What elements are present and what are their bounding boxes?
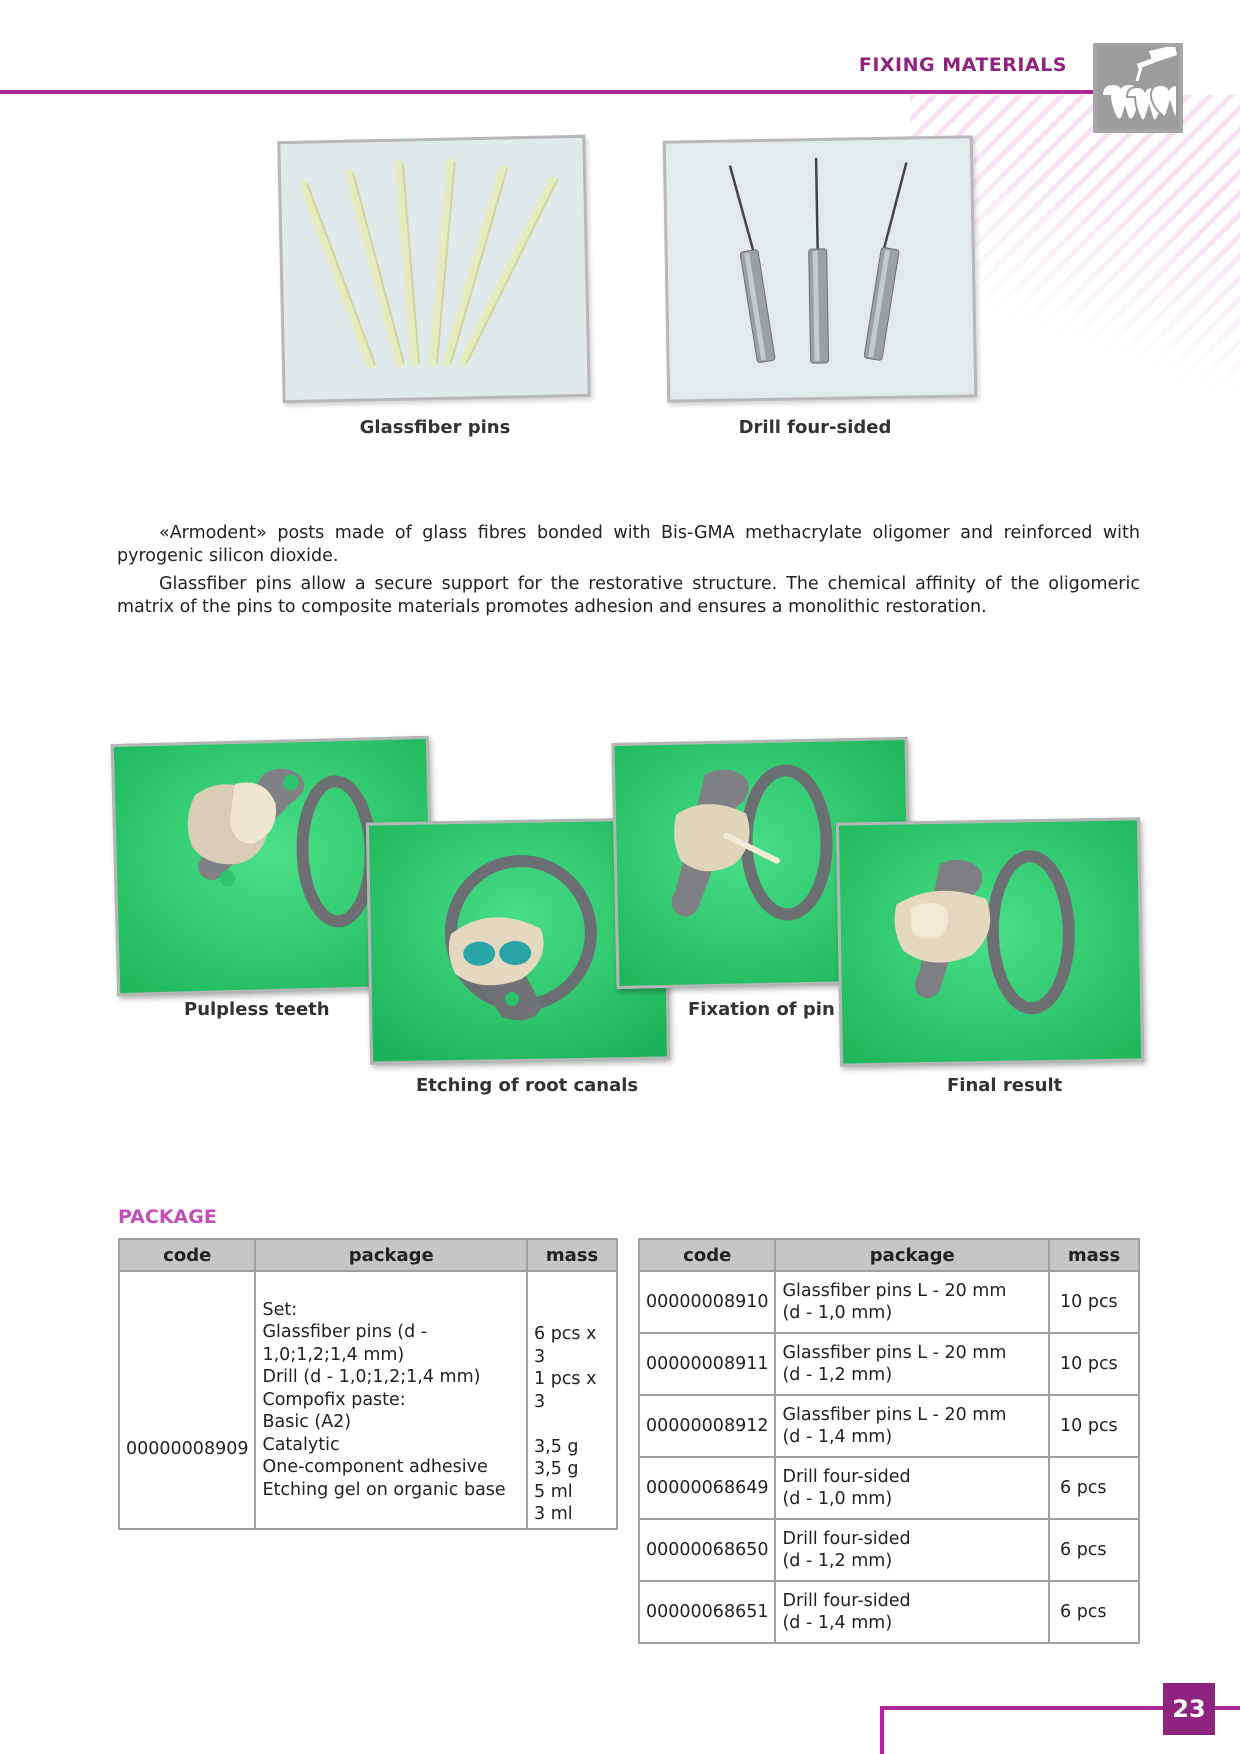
product-caption-drill-four-sided: Drill four-sided — [738, 417, 892, 438]
step-caption-fixation-of-pin: Fixation of pin — [688, 999, 835, 1020]
table-header-row — [119, 1239, 617, 1271]
item-code: 00000068650 — [639, 1519, 775, 1581]
column-header-package: package — [255, 1239, 527, 1271]
set-line: Compofix paste: — [262, 1389, 406, 1410]
teeth-syringe-icon — [1093, 43, 1183, 133]
item-code: 00000068651 — [639, 1581, 775, 1643]
item-code: 00000008911 — [639, 1333, 775, 1395]
set-mass: 5 ml — [534, 1481, 573, 1502]
set-line: Set: — [262, 1299, 298, 1320]
step-caption-pulpless-teeth: Pulpless teeth — [184, 999, 330, 1020]
table-row — [639, 1395, 1139, 1457]
set-mass: 6 pcs x 3 — [534, 1324, 597, 1367]
table-row — [639, 1457, 1139, 1519]
footer-rule-vertical — [880, 1706, 884, 1754]
description-paragraph-1: «Armodent» posts made of glass fibres bonded with Bis-GMA methacrylate oligomer and reinforced with pyrogenic silicon dioxide. — [117, 523, 1140, 566]
set-line: Catalytic — [262, 1434, 340, 1455]
item-code: 00000008910 — [639, 1271, 775, 1333]
item-package — [775, 1271, 1049, 1333]
product-caption-glassfiber-pins: Glassfiber pins — [359, 417, 511, 438]
item-name: Glassfiber pins L - 20 mm — [782, 1404, 1007, 1425]
glassfiber-pins-photo — [277, 135, 590, 403]
item-size: (d - 1,0 mm) — [782, 1489, 893, 1509]
page-number: 23 — [1163, 1683, 1215, 1735]
item-mass: 6 pcs — [1049, 1519, 1139, 1581]
section-title: FIXING MATERIALS — [858, 54, 1067, 76]
product-description — [117, 522, 1140, 624]
item-size: (d - 1,2 mm) — [782, 1551, 893, 1571]
item-package — [775, 1519, 1049, 1581]
item-package — [775, 1581, 1049, 1643]
column-header-mass: mass — [1049, 1239, 1139, 1271]
item-name: Drill four-sided — [782, 1466, 911, 1487]
item-mass: 10 pcs — [1049, 1333, 1139, 1395]
item-package — [775, 1395, 1049, 1457]
item-package — [775, 1457, 1049, 1519]
column-header-code: code — [119, 1239, 255, 1271]
item-mass: 10 pcs — [1049, 1271, 1139, 1333]
set-mass: 3 ml — [534, 1504, 573, 1524]
table-header-row — [639, 1239, 1139, 1271]
set-contents — [255, 1271, 527, 1529]
item-size: (d - 1,4 mm) — [782, 1613, 893, 1633]
item-name: Drill four-sided — [782, 1590, 911, 1611]
item-mass: 10 pcs — [1049, 1395, 1139, 1457]
items-package-table — [638, 1238, 1140, 1644]
table-row — [119, 1271, 617, 1529]
package-section-title: PACKAGE — [118, 1206, 217, 1228]
set-masses — [527, 1271, 617, 1529]
item-mass: 6 pcs — [1049, 1457, 1139, 1519]
step-caption-etching-root-canals: Etching of root canals — [416, 1075, 639, 1096]
drill-four-sided-photo — [663, 135, 978, 402]
table-row — [639, 1271, 1139, 1333]
step-caption-final-result: Final result — [947, 1075, 1063, 1096]
item-name: Drill four-sided — [782, 1528, 911, 1549]
item-size: (d - 1,2 mm) — [782, 1365, 893, 1385]
item-mass: 6 pcs — [1049, 1581, 1139, 1643]
description-paragraph-2: Glassfiber pins allow a secure support for the restorative structure. The chemical affinity of the oligomeric matrix of the pins to composite materials promotes adhesion and ensures a monolithic restoration. — [117, 574, 1140, 617]
item-name: Glassfiber pins L - 20 mm — [782, 1280, 1007, 1301]
item-code: 00000068649 — [639, 1457, 775, 1519]
column-header-code: code — [639, 1239, 775, 1271]
item-package — [775, 1333, 1049, 1395]
set-line: Etching gel on organic base — [262, 1479, 506, 1500]
set-code: 00000008909 — [119, 1271, 255, 1529]
column-header-package: package — [775, 1239, 1049, 1271]
item-code: 00000008912 — [639, 1395, 775, 1457]
set-mass: 3,5 g — [534, 1459, 579, 1479]
item-size: (d - 1,4 mm) — [782, 1427, 893, 1447]
table-row — [639, 1581, 1139, 1643]
set-line: Basic (A2) — [262, 1412, 352, 1432]
set-line: Glassfiber pins (d - 1,0;1,2;1,4 mm) — [262, 1322, 428, 1365]
set-package-table — [118, 1238, 618, 1530]
table-row — [639, 1333, 1139, 1395]
table-row — [639, 1519, 1139, 1581]
header-rule — [0, 90, 1150, 94]
item-size: (d - 1,0 mm) — [782, 1303, 893, 1323]
set-mass: 1 pcs x 3 — [534, 1369, 597, 1412]
set-mass: 3,5 g — [534, 1436, 579, 1457]
step-photo-final-result — [836, 817, 1144, 1066]
set-line: One-component adhesive — [262, 1457, 488, 1477]
column-header-mass: mass — [527, 1239, 617, 1271]
set-line: Drill (d - 1,0;1,2;1,4 mm) — [262, 1367, 481, 1387]
item-name: Glassfiber pins L - 20 mm — [782, 1342, 1007, 1363]
